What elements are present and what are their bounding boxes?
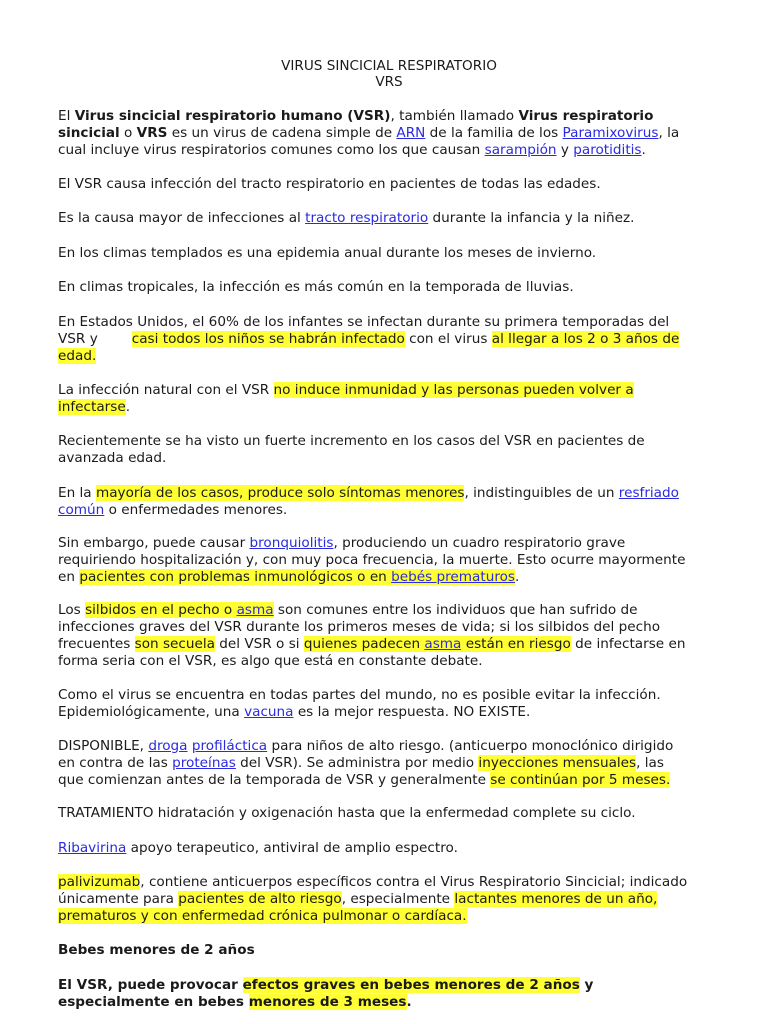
text: En Estados Unidos, el 60% de los infantes se infectan durante su primera temporadas del — [58, 314, 670, 330]
text: son comunes entre los individuos que han sufrido de — [273, 602, 638, 618]
link-comun[interactable]: común — [58, 502, 105, 518]
text: . — [641, 142, 646, 158]
highlighted-text: palivizumab — [58, 874, 141, 890]
text: Recientemente se ha visto un fuerte incremento en los casos del VSR en pacientes de — [58, 433, 645, 449]
text: avanzada edad. — [58, 450, 167, 466]
text: o — [119, 125, 137, 141]
section-heading: Bebes menores de 2 años — [58, 942, 255, 958]
text: infecciones graves del VSR durante los primeros meses de vida; si los silbidos del pecho — [58, 619, 661, 635]
link-parotiditis[interactable]: parotiditis — [573, 142, 642, 158]
paragraph-3 — [58, 210, 728, 227]
link-droga[interactable]: droga — [148, 738, 188, 754]
paragraph-18 — [58, 977, 728, 1011]
text: Epidemiológicamente, una — [58, 704, 245, 720]
text: frecuentes — [58, 636, 135, 652]
paragraph-13 — [58, 738, 728, 789]
text: En la — [58, 485, 96, 501]
text: Como el virus se encuentra en todas partes del mundo, no es posible evitar la infección. — [58, 687, 661, 703]
bold-term: Virus sincicial respiratorio humano (VSR) — [74, 108, 391, 124]
paragraph-7 — [58, 382, 728, 416]
text: El VSR, puede provocar — [58, 977, 243, 993]
paragraph-5: En climas tropicales, la infección es más común en la temporada de lluvias. — [58, 279, 574, 295]
document-title: VIRUS SINCICIAL RESPIRATORIO — [281, 58, 497, 74]
highlighted-text: se continúan por 5 meses. — [490, 772, 671, 788]
bold-term: Virus respiratorio — [518, 108, 654, 124]
text: de infectarse en — [570, 636, 686, 652]
text: apoyo terapeutico, antiviral de amplio espectro. — [126, 840, 458, 856]
text: de la familia de los — [425, 125, 563, 141]
highlighted-text: al llegar a los 2 o 3 años de — [491, 331, 680, 347]
text: del VSR). Se administra por medio — [235, 755, 479, 771]
link-asma[interactable]: asma — [236, 602, 274, 618]
text: y — [556, 142, 574, 158]
highlighted-text: quienes padecen — [303, 636, 425, 652]
link-ribavirina[interactable]: Ribavirina — [58, 840, 127, 856]
text: , especialmente — [341, 891, 455, 907]
paragraph-16 — [58, 874, 728, 925]
text: . — [515, 569, 520, 585]
paragraph-14: TRATAMIENTO hidratación y oxigenación hasta que la enfermedad complete su ciclo. — [58, 805, 636, 821]
highlighted-text: inyecciones mensuales — [478, 755, 637, 771]
text: es la mejor respuesta. NO EXISTE. — [293, 704, 531, 720]
paragraph-4: En los climas templados es una epidemia anual durante los meses de invierno. — [58, 245, 597, 261]
highlighted-text: están en riesgo — [461, 636, 571, 652]
paragraph-intro — [58, 108, 728, 159]
text: , la — [658, 125, 680, 141]
paragraph-6 — [58, 314, 728, 365]
text: Los — [58, 602, 86, 618]
highlighted-text: pacientes de alto riesgo — [178, 891, 342, 907]
text: El — [58, 108, 75, 124]
paragraph-2: El VSR causa infección del tracto respiratorio en pacientes de todas las edades. — [58, 176, 601, 192]
text: únicamente para — [58, 891, 179, 907]
text: requiriendo hospitalización y, con muy poca frecuencia, la muerte. Esto ocurre mayormente — [58, 552, 686, 568]
paragraph-12 — [58, 687, 728, 721]
highlighted-text: infectarse — [58, 399, 126, 415]
text: , produciendo un cuadro respiratorio grave — [333, 535, 626, 551]
link-profilactica[interactable]: profiláctica — [191, 738, 268, 754]
text: Es la causa mayor de infecciones al — [58, 210, 306, 226]
link-bronquiolitis[interactable]: bronquiolitis — [249, 535, 334, 551]
highlighted-text: no induce inmunidad y las personas pueden volver a — [273, 382, 634, 398]
text: , las — [636, 755, 664, 771]
highlighted-text: menores de 3 meses — [248, 994, 407, 1010]
highlighted-text: silbidos en el pecho o — [85, 602, 237, 618]
link-asma-2[interactable]: asma — [424, 636, 462, 652]
bold-term: sincicial — [58, 125, 120, 141]
text: o enfermedades menores. — [104, 502, 288, 518]
text: especialmente en bebes — [58, 994, 249, 1010]
text: es un virus de cadena simple de — [167, 125, 397, 141]
highlighted-text: pacientes con problemas inmunológicos o en — [79, 569, 392, 585]
paragraph-8 — [58, 433, 728, 467]
bold-term: VRS — [136, 125, 168, 141]
link-tracto-respiratorio[interactable]: tracto respiratorio — [305, 210, 429, 226]
link-paramixovirus[interactable]: Paramixovirus — [562, 125, 659, 141]
text: , indistinguibles de un — [464, 485, 619, 501]
text: para niños de alto riesgo. (anticuerpo monoclónico dirigido — [267, 738, 674, 754]
highlighted-text: edad. — [58, 348, 97, 364]
highlighted-text: son secuela — [134, 636, 215, 652]
link-sarampion[interactable]: sarampión — [484, 142, 557, 158]
text: VSR y — [58, 331, 98, 347]
highlighted-text: efectos graves en bebes menores de 2 años — [242, 977, 580, 993]
text: del VSR o si — [214, 636, 304, 652]
text: y — [579, 977, 594, 993]
text: en contra de las — [58, 755, 173, 771]
text: Sin embargo, puede causar — [58, 535, 250, 551]
text: durante la infancia y la niñez. — [428, 210, 635, 226]
paragraph-15 — [58, 840, 728, 857]
highlighted-text: prematuros y con enfermedad crónica pulmonar o cardíaca. — [58, 908, 467, 924]
link-vacuna[interactable]: vacuna — [244, 704, 294, 720]
text: con el virus — [404, 331, 492, 347]
text: La infección natural con el VSR — [58, 382, 274, 398]
highlighted-text: lactantes menores de un año, — [454, 891, 658, 907]
highlighted-text: mayoría de los casos, produce solo síntomas menores — [95, 485, 465, 501]
text: DISPONIBLE, — [58, 738, 149, 754]
link-arn[interactable]: ARN — [396, 125, 426, 141]
text: en — [58, 569, 80, 585]
document-subtitle: VRS — [375, 74, 403, 90]
highlighted-text: casi todos los niños se habrán infectado — [131, 331, 405, 347]
link-bebes-prematuros[interactable]: bebés prematuros — [391, 569, 516, 585]
text: cual incluye virus respiratorios comunes como los que causan — [58, 142, 485, 158]
link-proteinas[interactable]: proteínas — [172, 755, 236, 771]
text: que comienzan antes de la temporada de VSR y generalmente — [58, 772, 491, 788]
text: . — [406, 994, 412, 1010]
text: , también llamado — [390, 108, 519, 124]
link-resfriado[interactable]: resfriado — [618, 485, 679, 501]
paragraph-10 — [58, 535, 728, 586]
paragraph-9 — [58, 485, 728, 519]
text: , contiene anticuerpos específicos contra el Virus Respiratorio Sincicial; indicado — [140, 874, 688, 890]
paragraph-11 — [58, 602, 728, 670]
text: . — [125, 399, 131, 415]
text: forma seria con el VSR, es algo que está en constante debate. — [58, 653, 483, 669]
